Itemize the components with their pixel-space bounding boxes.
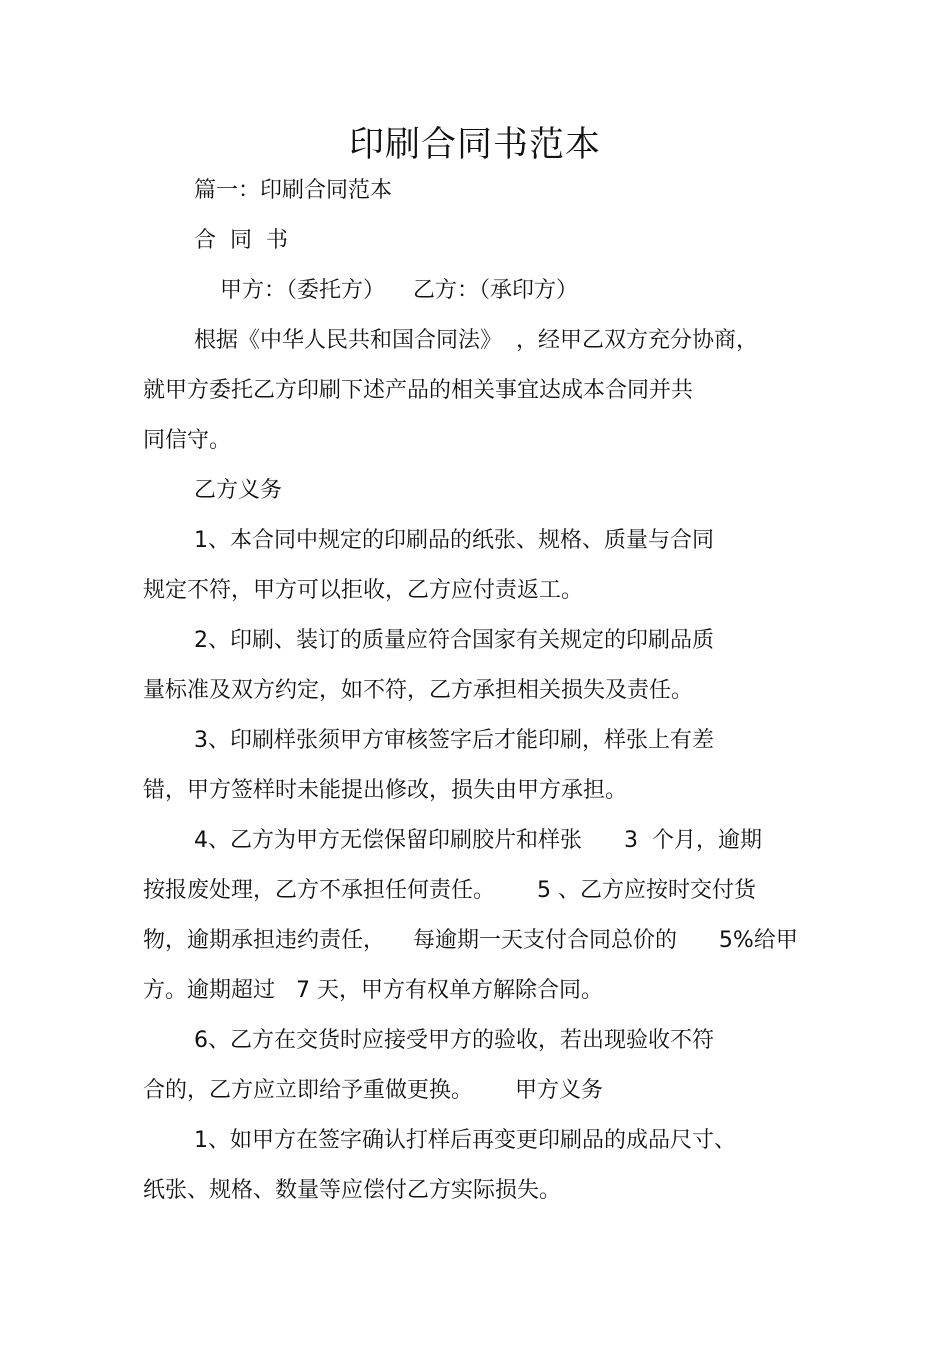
section-heading: 篇一：印刷合同范本 xyxy=(194,178,393,203)
paragraph-line: 就甲方委托乙方印刷下述产品的相关事宜达成本合同并共 xyxy=(143,378,694,403)
paragraph-line: 根据《中华人民共和国合同法》 ，经甲乙双方充分协商， xyxy=(194,328,758,353)
paragraph-line: 错，甲方签样时未能提出修改，损失由甲方承担。 xyxy=(143,778,628,803)
paragraph-line: 纸张、规格、数量等应偿付乙方实际损失。 xyxy=(143,1178,562,1203)
paragraph-line: 同信守。 xyxy=(143,428,232,453)
paragraph-line: 方。逾期超过 7 天，甲方有权单方解除合同。 xyxy=(143,978,603,1003)
paragraph-line: 量标准及双方约定，如不符，乙方承担相关损失及责任。 xyxy=(143,678,694,703)
paragraph-line: 规定不符，甲方可以拒收，乙方应付责返工。 xyxy=(143,578,584,603)
contract-heading: 合 同 书 xyxy=(194,228,288,253)
parties-line: 甲方：（委托方） 乙方：（承印方） xyxy=(220,278,578,303)
paragraph-line: 物，逾期承担违约责任， 每逾期一天支付合同总价的 5%给甲 xyxy=(143,928,798,953)
paragraph-line: 6、乙方在交货时应接受甲方的验收，若出现验收不符 xyxy=(194,1028,714,1053)
document-title: 印刷合同书范本 xyxy=(348,125,601,165)
paragraph-line: 1、如甲方在签字确认打样后再变更印刷品的成品尺寸、 xyxy=(194,1128,736,1153)
paragraph-line: 3、印刷样张须甲方审核签字后才能印刷，样张上有差 xyxy=(194,728,714,753)
paragraph-line: 4、乙方为甲方无偿保留印刷胶片和样张 3 个月，逾期 xyxy=(194,828,762,853)
paragraph-line: 按报废处理，乙方不承担任何责任。 5 、乙方应按时交付货 xyxy=(143,878,756,903)
paragraph-line: 合的，乙方应立即给予重做更换。 甲方义务 xyxy=(143,1078,603,1103)
paragraph-line: 1、本合同中规定的印刷品的纸张、规格、质量与合同 xyxy=(194,528,714,553)
section-heading: 乙方义务 xyxy=(194,478,283,503)
paragraph-line: 2、印刷、装订的质量应符合国家有关规定的印刷品质 xyxy=(194,628,714,653)
